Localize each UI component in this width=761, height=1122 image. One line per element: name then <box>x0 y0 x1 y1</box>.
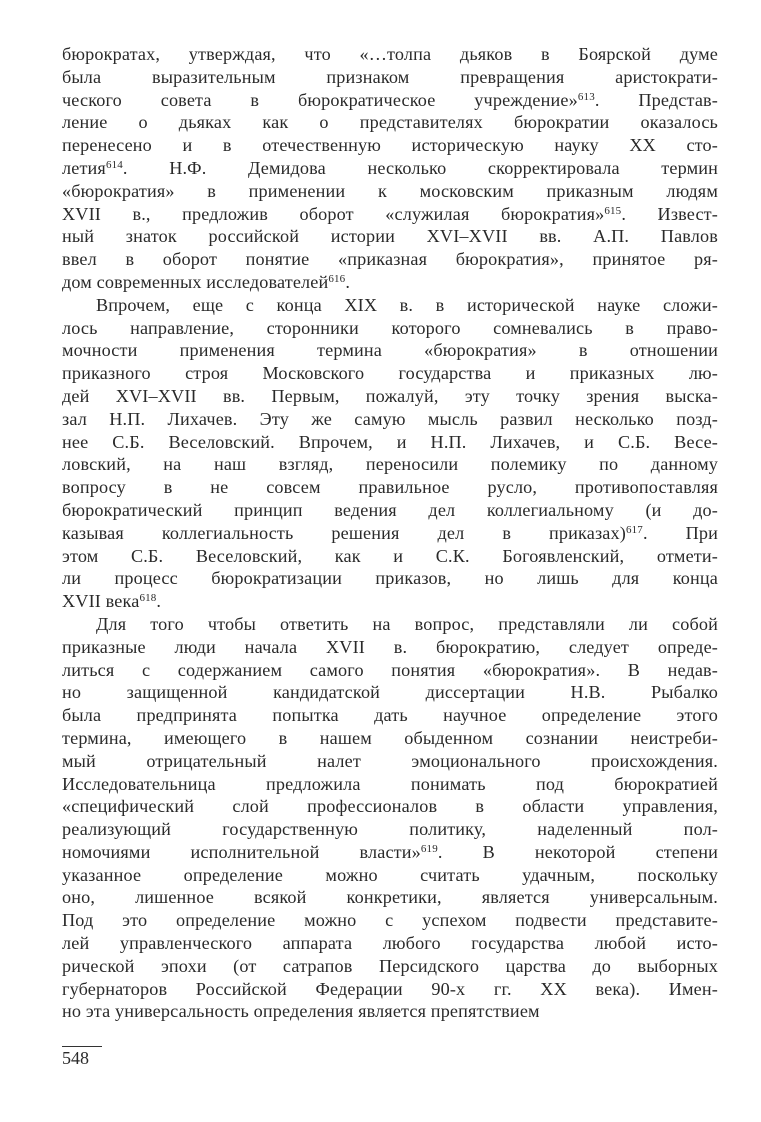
line-text: бюрократах, утверждая, что «…толпа дьяков в Боярской думе <box>62 44 718 64</box>
line-text: дей XVI–XVII вв. Первым, пожалуй, эту точку зрения выска- <box>62 385 718 406</box>
text-line <box>62 545 718 568</box>
line-text: указанное определение можно считать удачным, поскольку <box>62 864 718 885</box>
line-text: «бюрократия» в применении к московским приказным людям <box>62 180 718 201</box>
line-text: Исследовательница предложила понимать под бюрократией <box>62 773 718 794</box>
line-text: лей управленческого аппарата любого государства любой исто- <box>62 933 718 954</box>
text-line <box>62 522 718 545</box>
line-text: мочности применения термина «бюрократия» в отношении <box>62 340 718 361</box>
line-text: реализующий государственную политику, наделенный пол- <box>62 819 718 840</box>
line-text: была предпринята попытка дать научное определение этого <box>62 705 718 726</box>
line-text: XVII века <box>62 591 140 612</box>
line-text: приказные люди начала XVII в. бюрократию, следует опреде- <box>62 636 718 657</box>
text-line <box>62 339 718 362</box>
line-text: приказного строя Московского государства и приказных лю- <box>62 363 718 384</box>
text-line <box>62 955 718 978</box>
footnote-ref: 615 <box>604 204 622 217</box>
paragraph <box>62 294 718 613</box>
line-text: . При <box>642 522 719 543</box>
text-line <box>62 453 718 476</box>
line-text: Под это определение можно с успехом подвести представите- <box>62 910 718 931</box>
footnote-ref: 616 <box>328 272 346 285</box>
text-line <box>62 727 718 750</box>
line-text: лось направление, сторонники которого сомневались в право- <box>62 317 718 338</box>
line-text: мый отрицательный налет эмоционального происхождения. <box>62 750 718 771</box>
text-line <box>62 385 718 408</box>
text-line <box>62 203 718 226</box>
text-line <box>62 704 718 727</box>
text-line <box>62 590 718 613</box>
line-text: бюрократический принцип ведения дел коллегиальному (и до- <box>62 499 718 520</box>
footer-rule <box>62 1046 102 1047</box>
line-text: была выразительным признаком превращения аристократи- <box>62 66 718 87</box>
line-text: литься с содержанием самого понятия «бюрократия». В недав- <box>62 659 718 680</box>
line-text: номочиями исполнительной власти» <box>62 841 421 862</box>
text-line <box>62 681 718 704</box>
line-text: «специфический слой профессионалов в области управления, <box>62 796 718 817</box>
line-text: вопросу в не совсем правильное русло, противопоставляя <box>62 477 718 498</box>
page-number: 548 <box>62 1048 89 1068</box>
line-text: Впрочем, еще с конца XIX в. в исторической науке сложи- <box>96 294 718 315</box>
text-line <box>62 864 718 887</box>
line-text: . Н.Ф. Демидова несколько скорректировала термин <box>122 157 718 178</box>
text-line <box>62 636 718 659</box>
text-line <box>62 750 718 773</box>
text-line <box>62 499 718 522</box>
text-line <box>62 271 718 294</box>
line-text: ление о дьяках как о представителях бюрократии оказалось <box>62 112 718 133</box>
text-line <box>62 225 718 248</box>
line-text: оно, лишенное всякой конкретики, является универсальным. <box>62 887 718 908</box>
line-text: Для того чтобы ответить на вопрос, представляли ли собой <box>96 613 718 634</box>
text-line <box>62 317 718 340</box>
line-text: казывая коллегиальность решения дел в приказах) <box>62 522 626 543</box>
text-line <box>62 180 718 203</box>
text-line <box>62 111 718 134</box>
footnote-ref: 619 <box>420 842 438 855</box>
text-line <box>62 248 718 271</box>
line-text: ввел в оборот понятие «приказная бюрократия», принятое ря- <box>62 249 718 270</box>
text-line <box>62 567 718 590</box>
text-line <box>62 408 718 431</box>
footnote-ref: 613 <box>577 90 595 103</box>
text-line <box>62 795 718 818</box>
paragraph <box>62 43 718 294</box>
text-line <box>62 157 718 180</box>
text-line <box>62 294 718 317</box>
paragraph <box>62 613 718 1023</box>
line-text: дом современных исследователей <box>62 271 329 292</box>
text-line <box>62 932 718 955</box>
text-line <box>62 909 718 932</box>
text-line <box>62 886 718 909</box>
footnote-ref: 614 <box>105 158 123 171</box>
line-text: нее С.Б. Веселовский. Впрочем, и Н.П. Лихачев, и С.Б. Весе- <box>62 431 718 452</box>
text-line <box>62 1000 718 1023</box>
text-line <box>62 89 718 112</box>
line-text: зал Н.П. Лихачев. Эту же самую мысль развил несколько позд- <box>62 408 718 429</box>
line-text: летия <box>62 157 106 178</box>
line-text: губернаторов Российской Федерации 90-х гг. XX века). Имен- <box>62 978 718 999</box>
line-text: ли процесс бюрократизации приказов, но лишь для конца <box>62 568 718 589</box>
text-line <box>62 476 718 499</box>
text-line <box>62 773 718 796</box>
footnote-ref: 617 <box>625 523 643 536</box>
line-text: рической эпохи (от сатрапов Персидского царства до выборных <box>62 955 718 976</box>
text-line <box>62 362 718 385</box>
line-text: термина, имеющего в нашем обыденном сознании неистреби- <box>62 727 718 748</box>
text-line <box>62 978 718 1001</box>
text-line <box>62 841 718 864</box>
footnote-ref: 618 <box>139 592 157 605</box>
line-text: перенесено и в отечественную историческую науку XX сто- <box>62 135 718 156</box>
body-text <box>62 43 718 1023</box>
text-line <box>62 43 718 66</box>
text-line <box>62 134 718 157</box>
text-line <box>62 613 718 636</box>
line-text: ческого совета в бюрократическое учреждение» <box>62 89 578 110</box>
line-text: этом С.Б. Веселовский, как и С.К. Богоявленский, отмети- <box>62 545 718 566</box>
text-line <box>62 818 718 841</box>
line-text: ловский, на наш взгляд, переносили полемику по данному <box>62 454 718 475</box>
line-text: . В некоторой степени <box>437 841 718 862</box>
line-text: . Извест- <box>621 203 718 224</box>
line-text: . <box>156 591 162 612</box>
line-text: но защищенной кандидатской диссертации Н.В. Рыбалко <box>62 682 718 703</box>
line-text: XVII в., предложив оборот «служилая бюрократия» <box>62 203 605 224</box>
line-text: . Представ- <box>594 89 718 110</box>
line-text: но эта универсальность определения является препятствием <box>62 1001 540 1022</box>
line-text: . <box>345 271 351 292</box>
text-line <box>62 431 718 454</box>
text-line <box>62 659 718 682</box>
line-text: ный знаток российской истории XVI–XVII вв. А.П. Павлов <box>62 226 718 247</box>
text-line <box>62 66 718 89</box>
